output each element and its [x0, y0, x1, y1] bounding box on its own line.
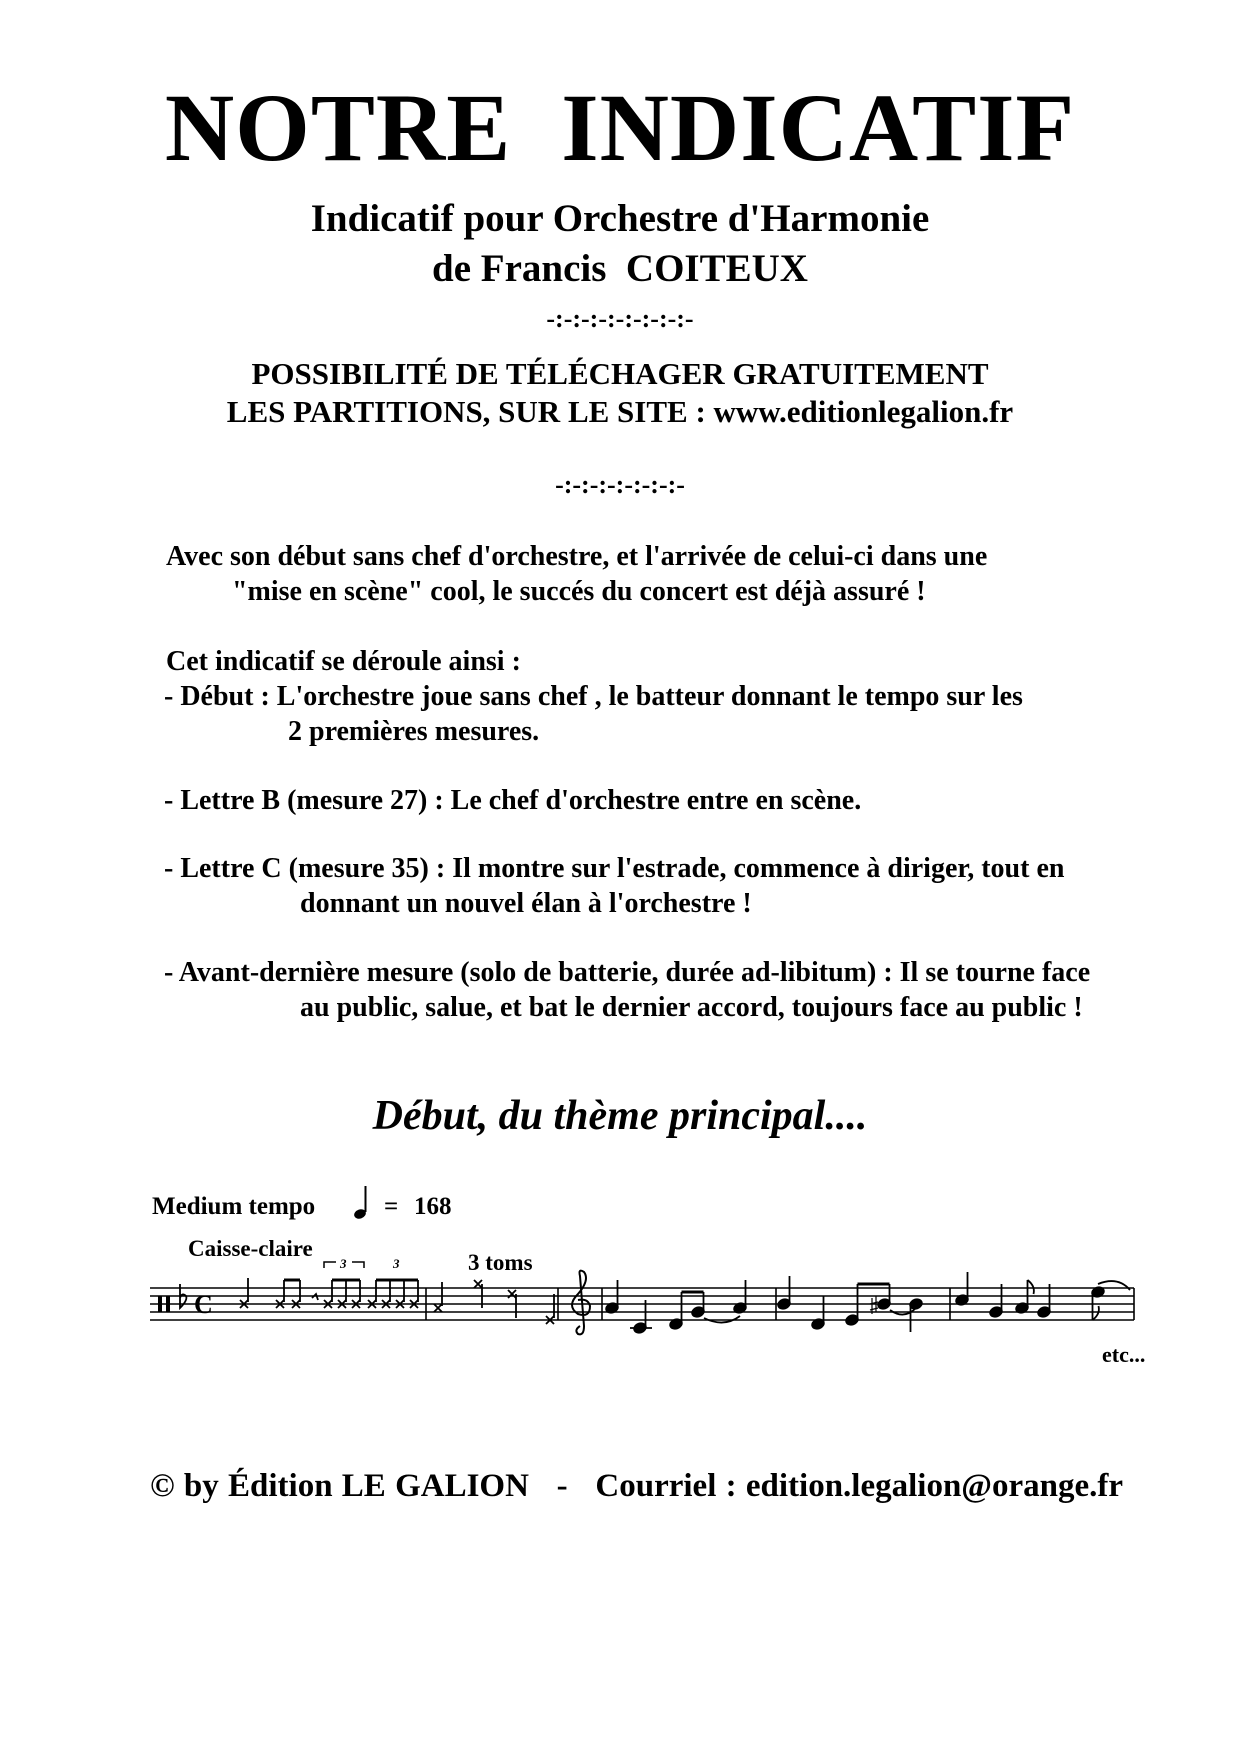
treble-clef-icon — [572, 1271, 590, 1335]
etc-label: etc... — [1102, 1342, 1146, 1367]
steps-intro: Cet indicatif se déroule ainsi : — [166, 646, 521, 677]
separator-2: -:-:-:-:-:-:-:- — [555, 470, 685, 499]
subtitle-line-1: Indicatif pour Orchestre d'Harmonie — [310, 197, 930, 240]
instrument-label: Caisse-claire — [188, 1236, 313, 1261]
tempo-value: 168 — [414, 1193, 452, 1220]
theme-heading: Début, du thème principal.... — [372, 1093, 868, 1139]
triplet-mark-2: 3 — [393, 1256, 400, 1271]
intro-line-2: "mise en scène" cool, le succés du concert est déjà assuré ! — [232, 576, 926, 607]
time-signature: C — [194, 1290, 213, 1319]
quarter-note-icon — [353, 1186, 367, 1220]
subtitle-line-2: de Francis COITEUX — [432, 247, 808, 290]
step-4-line-1: - Avant-dernière mesure (solo de batterie, durée ad-libitum) : Il se tourne face — [164, 957, 1091, 988]
tempo-label: Medium tempo — [152, 1193, 316, 1220]
melody-notes — [605, 1272, 1130, 1334]
step-2-line-1: - Lettre B (mesure 27) : Le chef d'orchestre entre en scène. — [164, 785, 862, 816]
page-title: NOTRE INDICATIF — [164, 74, 1076, 181]
step-3-line-2: donnant un nouvel élan à l'orchestre ! — [300, 888, 752, 919]
download-notice-line-2: LES PARTITIONS, SUR LE SITE : www.editionlegalion.fr — [226, 394, 1014, 429]
download-notice-line-1: POSSIBILITÉ DE TÉLÉCHAGER GRATUITEMENT — [251, 356, 989, 391]
music-score — [0, 1180, 1240, 1380]
drum-notes-measure-2 — [434, 1280, 554, 1324]
toms-label: 3 toms — [468, 1250, 533, 1275]
triplet-mark-1: 3 — [340, 1256, 347, 1271]
step-3-line-1: - Lettre C (mesure 35) : Il montre sur l'estrade, commence à diriger, tout en — [164, 853, 1065, 884]
step-1-line-1: - Début : L'orchestre joue sans chef , le batteur donnant le tempo sur les — [164, 681, 1023, 712]
tempo-equals: = — [384, 1193, 399, 1220]
footer-copyright: © by Édition LE GALION - Courriel : edition.legalion@orange.fr — [150, 1468, 1124, 1504]
step-4-line-2: au public, salue, et bat le dernier accord, toujours face au public ! — [300, 992, 1083, 1023]
intro-line-1: Avec son début sans chef d'orchestre, et l'arrivée de celui-ci dans une — [166, 541, 988, 572]
separator-1: -:-:-:-:-:-:-:-:- — [546, 304, 694, 333]
staff-lines — [150, 1288, 1134, 1320]
step-1-line-2: 2 premières mesures. — [288, 716, 540, 747]
